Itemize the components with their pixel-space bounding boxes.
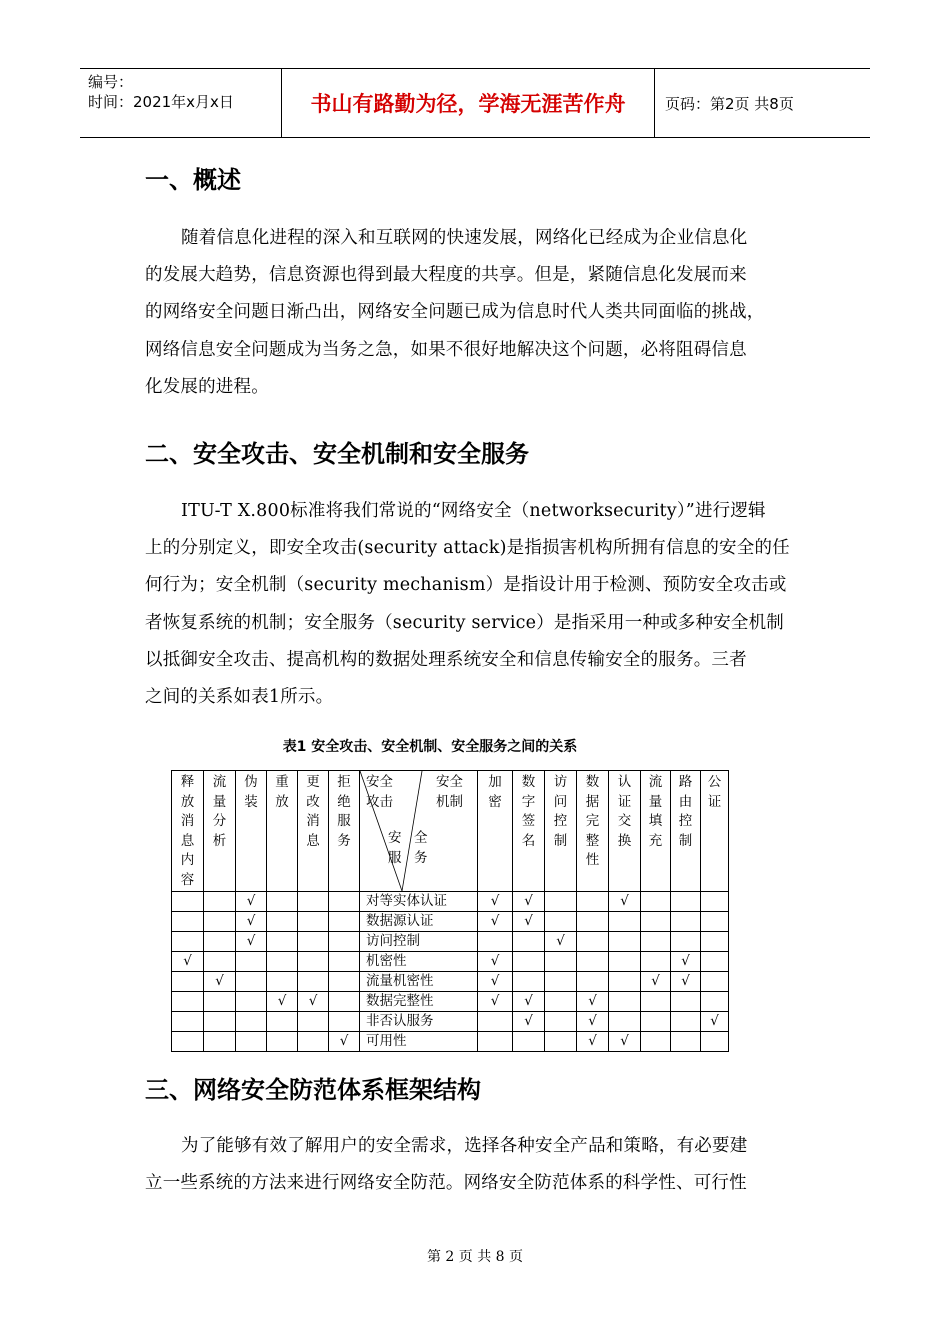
attack-header: 流量分析 [204, 771, 236, 892]
table-row [172, 911, 729, 931]
empty-cell [545, 911, 577, 931]
section-2-paragraph [145, 493, 820, 716]
empty-cell [513, 951, 545, 971]
attack-header: 拒绝服务 [329, 771, 360, 892]
empty-cell [609, 991, 641, 1011]
empty-cell [267, 931, 298, 951]
empty-cell [236, 1011, 267, 1031]
date-label: 时间：2021年x月x日 [88, 93, 234, 111]
paragraph-line: 何行为；安全机制（security mechanism）是指设计用于检测、预防安全攻击或 [145, 575, 787, 596]
table-row [172, 991, 729, 1011]
section-2-title: 二、安全攻击、安全机制和安全服务 [145, 440, 529, 468]
section-3-title: 三、网络安全防范体系框架结构 [145, 1076, 481, 1104]
empty-cell [671, 891, 701, 911]
empty-cell [609, 1011, 641, 1031]
service-name-cell: 数据完整性 [360, 991, 478, 1011]
check-cell: √ [577, 991, 609, 1011]
empty-cell [236, 991, 267, 1011]
paragraph-line: 之间的关系如表1所示。 [145, 687, 334, 708]
mechanism-header: 数字签名 [513, 771, 545, 892]
check-cell: √ [478, 891, 513, 911]
empty-cell [298, 1011, 329, 1031]
check-cell: √ [513, 891, 545, 911]
empty-cell [267, 911, 298, 931]
empty-cell [298, 891, 329, 911]
table-row [172, 891, 729, 911]
paragraph-line: 为了能够有效了解用户的安全需求，选择各种安全产品和策略，有必要建 [181, 1136, 748, 1156]
empty-cell [671, 991, 701, 1011]
service-name-cell: 数据源认证 [360, 911, 478, 931]
diag-label-mechanism: 安全机制 [436, 774, 463, 810]
empty-cell [577, 971, 609, 991]
empty-cell [671, 931, 701, 951]
mechanism-header: 路由控制 [671, 771, 701, 892]
empty-cell [329, 971, 360, 991]
empty-cell [545, 971, 577, 991]
diag-label-service: 安服 [388, 830, 402, 866]
paragraph-line: 网络信息安全问题成为当务之急，如果不很好地解决这个问题，必将阻碍信息 [145, 339, 747, 360]
diag-label-service: 全务 [414, 830, 428, 866]
check-cell: √ [513, 911, 545, 931]
number-label: 编号： [88, 73, 134, 91]
empty-cell [298, 971, 329, 991]
mechanism-header: 认证交换 [609, 771, 641, 892]
mechanism-header: 数据完整性 [577, 771, 609, 892]
empty-cell [329, 991, 360, 1011]
empty-cell [204, 1011, 236, 1031]
paragraph-line: 的网络安全问题日渐凸出，网络安全问题已成为信息时代人类共同面临的挑战， [145, 302, 765, 323]
check-cell: √ [204, 971, 236, 991]
table-row [172, 1031, 729, 1051]
empty-cell [641, 911, 671, 931]
empty-cell [641, 931, 671, 951]
mechanism-header: 流量填充 [641, 771, 671, 892]
section-1-paragraph [145, 220, 820, 406]
empty-cell [172, 1031, 204, 1051]
attack-header: 重放 [267, 771, 298, 892]
empty-cell [267, 891, 298, 911]
empty-cell [641, 1011, 671, 1031]
empty-cell [329, 931, 360, 951]
check-cell: √ [609, 891, 641, 911]
empty-cell [671, 1031, 701, 1051]
empty-cell [609, 971, 641, 991]
empty-cell [701, 991, 729, 1011]
empty-cell [329, 1011, 360, 1031]
check-cell: √ [236, 931, 267, 951]
empty-cell [298, 951, 329, 971]
check-cell: √ [478, 951, 513, 971]
check-cell: √ [478, 911, 513, 931]
empty-cell [545, 891, 577, 911]
empty-cell [204, 951, 236, 971]
attack-header: 释放消息内容 [172, 771, 204, 892]
empty-cell [545, 1031, 577, 1051]
empty-cell [609, 911, 641, 931]
section-3-paragraph [145, 1128, 820, 1202]
empty-cell [267, 951, 298, 971]
empty-cell [329, 891, 360, 911]
header-meta [80, 69, 282, 137]
check-cell: √ [236, 891, 267, 911]
mechanism-header: 加密 [478, 771, 513, 892]
empty-cell [545, 991, 577, 1011]
paragraph-line: 上的分别定义，即安全攻击(security attack)是指损害机构所拥有信息的安全的任 [145, 538, 790, 559]
empty-cell [641, 991, 671, 1011]
relation-table [171, 770, 729, 1052]
empty-cell [577, 911, 609, 931]
empty-cell [204, 1031, 236, 1051]
table-caption: 表1 安全攻击、安全机制、安全服务之间的关系 [282, 739, 578, 755]
page-footer: 第 2 页 共 8 页 [426, 1249, 524, 1265]
check-cell: √ [577, 1011, 609, 1031]
diag-label-attack: 安全攻击 [366, 774, 393, 810]
empty-cell [671, 1011, 701, 1031]
empty-cell [701, 931, 729, 951]
check-cell: √ [701, 1011, 729, 1031]
check-cell: √ [577, 1031, 609, 1051]
header-motto: 书山有路勤为径，学海无涯苦作舟 [282, 69, 655, 137]
empty-cell [172, 911, 204, 931]
service-name-cell: 机密性 [360, 951, 478, 971]
check-cell: √ [236, 911, 267, 931]
empty-cell [204, 911, 236, 931]
empty-cell [172, 1011, 204, 1031]
empty-cell [478, 1011, 513, 1031]
empty-cell [298, 1031, 329, 1051]
check-cell: √ [298, 991, 329, 1011]
empty-cell [641, 891, 671, 911]
empty-cell [478, 1031, 513, 1051]
paragraph-line: 的发展大趋势，信息资源也得到最大程度的共享。但是，紧随信息化发展而来 [145, 265, 747, 286]
paragraph-line: ITU-T X.800标准将我们常说的“网络安全（networksecurity）”进行逻辑 [181, 501, 766, 521]
service-name-cell: 访问控制 [360, 931, 478, 951]
paragraph-line: 立一些系统的方法来进行网络安全防范。网络安全防范体系的科学性、可行性 [145, 1173, 747, 1194]
check-cell: √ [478, 971, 513, 991]
mechanism-header: 访问控制 [545, 771, 577, 892]
service-name-cell: 对等实体认证 [360, 891, 478, 911]
empty-cell [701, 1031, 729, 1051]
service-name-cell: 非否认服务 [360, 1011, 478, 1031]
empty-cell [236, 951, 267, 971]
empty-cell [204, 891, 236, 911]
empty-cell [641, 1031, 671, 1051]
empty-cell [545, 1011, 577, 1031]
diagonal-header-cell [360, 771, 478, 892]
paragraph-line: 者恢复系统的机制；安全服务（security service）是指采用一种或多种安全机制 [145, 612, 784, 633]
empty-cell [267, 1031, 298, 1051]
empty-cell [545, 951, 577, 971]
empty-cell [329, 911, 360, 931]
empty-cell [577, 931, 609, 951]
check-cell: √ [478, 991, 513, 1011]
table-row [172, 971, 729, 991]
check-cell: √ [513, 1011, 545, 1031]
empty-cell [609, 951, 641, 971]
paragraph-line: 随着信息化进程的深入和互联网的快速发展，网络化已经成为企业信息化 [181, 228, 748, 248]
table-row [172, 951, 729, 971]
service-name-cell: 流量机密性 [360, 971, 478, 991]
table-row [172, 931, 729, 951]
empty-cell [172, 931, 204, 951]
empty-cell [236, 1031, 267, 1051]
attack-header: 更改消息 [298, 771, 329, 892]
empty-cell [204, 931, 236, 951]
empty-cell [236, 971, 267, 991]
check-cell: √ [671, 971, 701, 991]
check-cell: √ [329, 1031, 360, 1051]
empty-cell [267, 971, 298, 991]
empty-cell [577, 951, 609, 971]
empty-cell [329, 951, 360, 971]
empty-cell [172, 991, 204, 1011]
empty-cell [513, 971, 545, 991]
table-header-row [172, 771, 729, 892]
paragraph-line: 以抵御安全攻击、提高机构的数据处理系统安全和信息传输安全的服务。三者 [145, 649, 747, 670]
service-name-cell: 可用性 [360, 1031, 478, 1051]
empty-cell [204, 991, 236, 1011]
empty-cell [298, 931, 329, 951]
empty-cell [172, 891, 204, 911]
empty-cell [701, 911, 729, 931]
check-cell: √ [545, 931, 577, 951]
paragraph-line: 化发展的进程。 [145, 376, 269, 397]
check-cell: √ [172, 951, 204, 971]
empty-cell [701, 971, 729, 991]
empty-cell [513, 1031, 545, 1051]
empty-cell [701, 891, 729, 911]
check-cell: √ [513, 991, 545, 1011]
table-row [172, 1011, 729, 1031]
mechanism-header: 公证 [701, 771, 729, 892]
attack-header: 伪装 [236, 771, 267, 892]
empty-cell [513, 931, 545, 951]
empty-cell [701, 951, 729, 971]
check-cell: √ [267, 991, 298, 1011]
check-cell: √ [671, 951, 701, 971]
empty-cell [671, 911, 701, 931]
header-page-info: 页码：第2页 共8页 [665, 94, 794, 113]
check-cell: √ [609, 1031, 641, 1051]
empty-cell [478, 931, 513, 951]
page-header [80, 68, 870, 138]
section-1-title: 一、概述 [145, 166, 241, 194]
empty-cell [641, 951, 671, 971]
empty-cell [298, 911, 329, 931]
empty-cell [267, 1011, 298, 1031]
empty-cell [172, 971, 204, 991]
empty-cell [609, 931, 641, 951]
empty-cell [577, 891, 609, 911]
check-cell: √ [641, 971, 671, 991]
